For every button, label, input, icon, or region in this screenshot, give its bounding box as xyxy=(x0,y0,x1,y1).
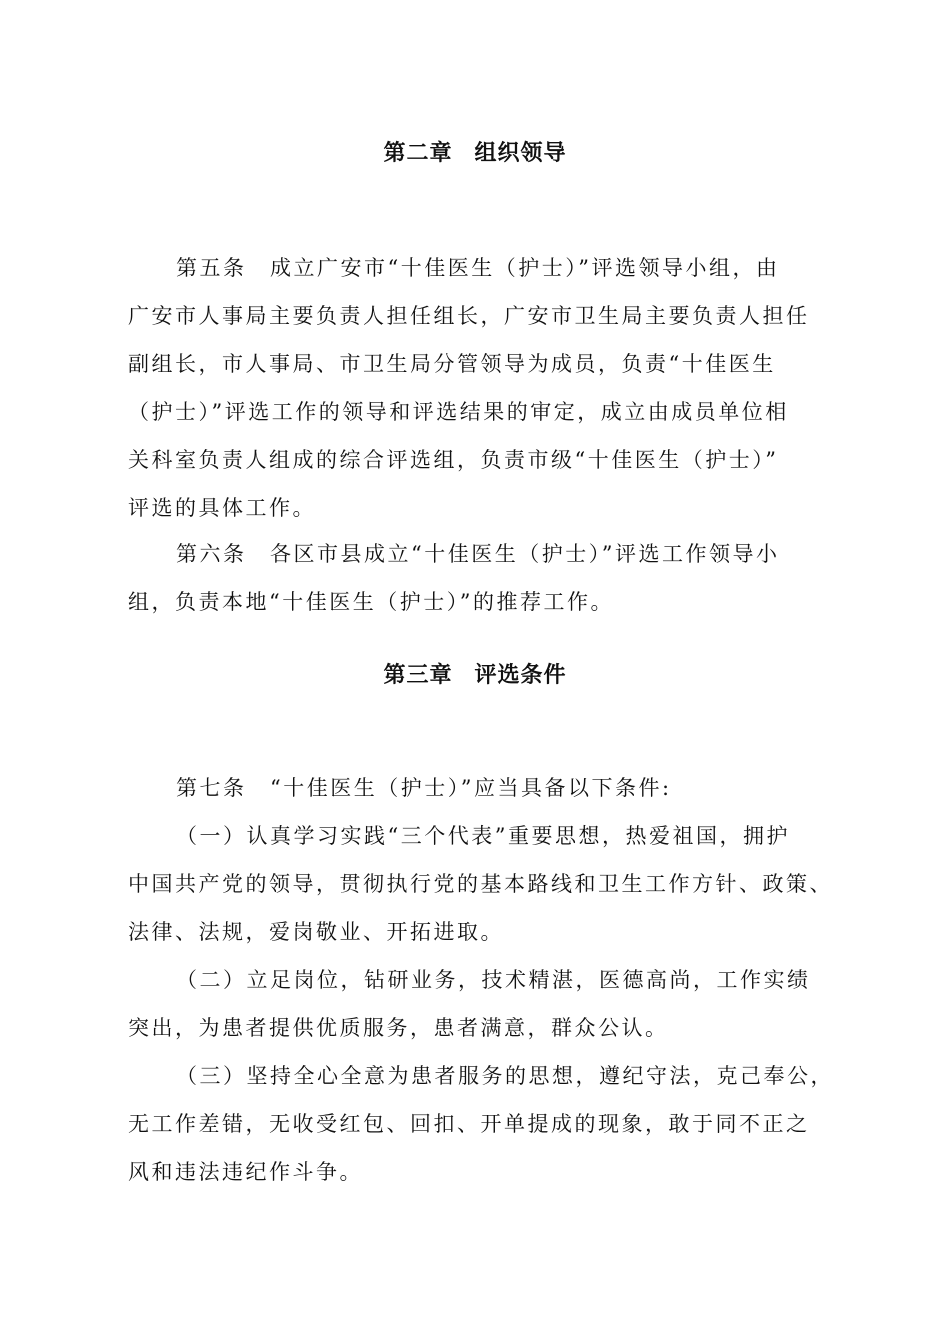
article-line: 广安市人事局主要负责人担任组长，广安市卫生局主要负责人担任 xyxy=(128,304,810,328)
chapter-title: 评选条件 xyxy=(474,663,567,688)
article-line: 风和违法违纪作斗争。 xyxy=(128,1160,363,1184)
condition-item-3 xyxy=(128,1052,848,1196)
condition-item-2 xyxy=(128,956,848,1052)
article-line: 关科室负责人组成的综合评选组，负责市级“十佳医生（护士）” xyxy=(128,448,779,472)
article-line: （一）认真学习实践“三个代表”重要思想，热爱祖国，拥护 xyxy=(176,824,790,848)
article-line: 法律、法规，爱岗敬业、开拓进取。 xyxy=(128,920,504,944)
article-line: 第六条 各区市县成立“十佳医生（护士）”评选工作领导小 xyxy=(176,542,780,566)
article-line: 评选的具体工作。 xyxy=(128,496,316,520)
article-line: 组，负责本地“十佳医生（护士）”的推荐工作。 xyxy=(128,590,614,614)
article-line: 无工作差错，无收受红包、回扣、开单提成的现象，敢于同不正之 xyxy=(128,1112,810,1136)
chapter-number: 第二章 xyxy=(383,141,453,166)
article-5 xyxy=(128,244,848,532)
article-line: （二）立足岗位，钻研业务，技术精湛，医德高尚，工作实绩 xyxy=(176,968,811,992)
article-line: 第五条 成立广安市“十佳医生（护士）”评选领导小组，由 xyxy=(176,256,780,280)
article-6 xyxy=(128,530,848,626)
article-line: （三）坚持全心全意为患者服务的思想，遵纪守法，克己奉公， xyxy=(176,1064,834,1088)
condition-item-1 xyxy=(128,812,848,956)
chapter-title: 组织领导 xyxy=(474,141,567,166)
article-line: 第七条 “十佳医生（护士）”应当具备以下条件: xyxy=(176,776,672,800)
chapter-heading-2 xyxy=(0,136,950,167)
article-7 xyxy=(128,764,848,812)
chapter-number: 第三章 xyxy=(383,663,453,688)
article-line: （护士）”评选工作的领导和评选结果的审定，成立由成员单位相 xyxy=(128,400,789,424)
article-line: 副组长，市人事局、市卫生局分管领导为成员，负责“十佳医生 xyxy=(128,352,776,376)
chapter-heading-3 xyxy=(0,658,950,689)
article-line: 中国共产党的领导，贯彻执行党的基本路线和卫生工作方针、政策、 xyxy=(128,872,833,896)
article-line: 突出，为患者提供优质服务，患者满意，群众公认。 xyxy=(128,1016,669,1040)
